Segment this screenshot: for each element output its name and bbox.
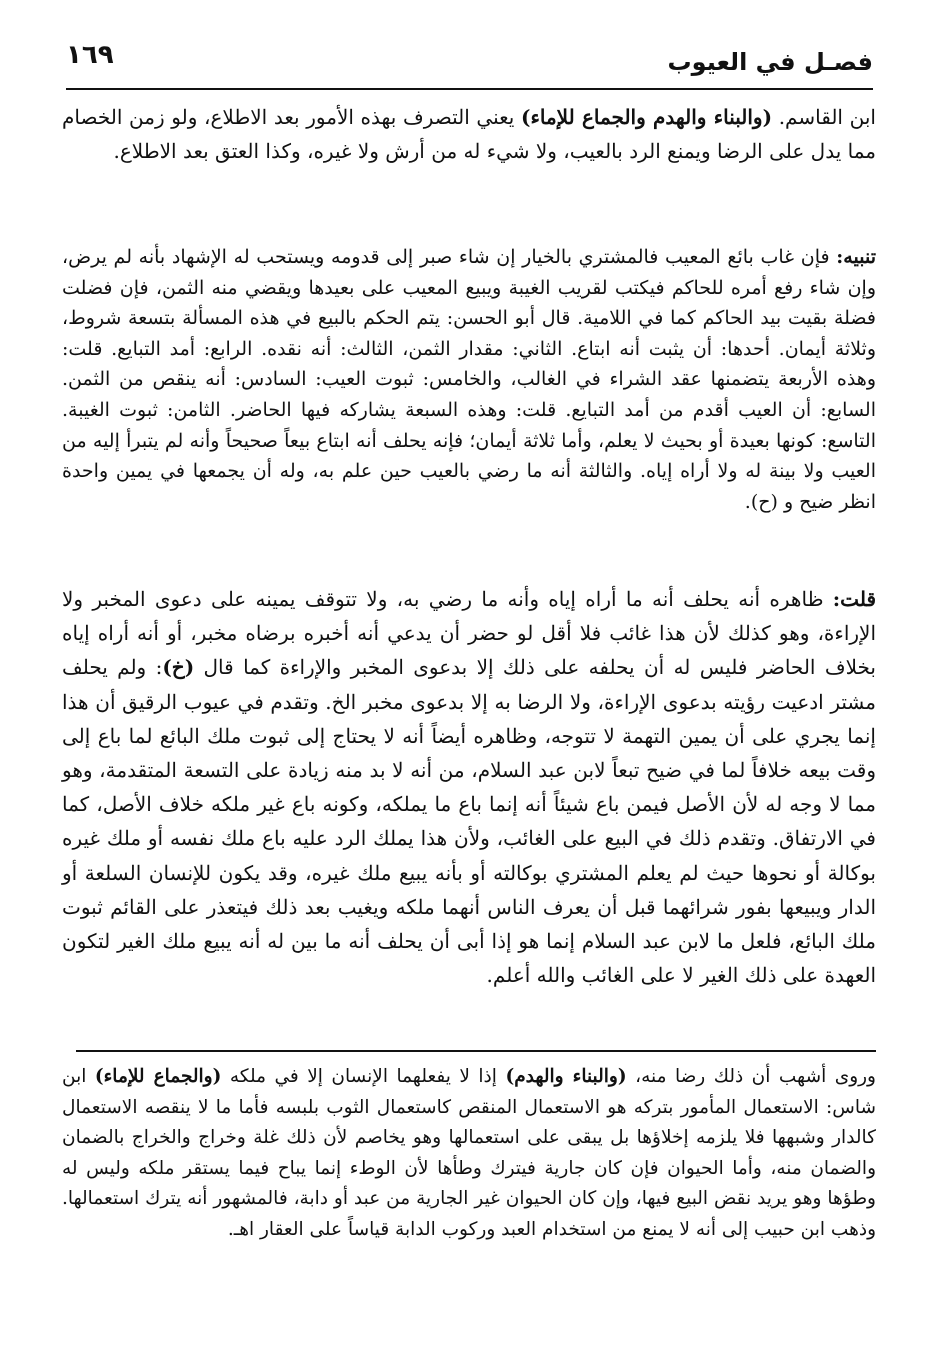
paragraph-tanbih: [62, 242, 876, 517]
matn-quote: (والجماع للإماء): [94, 1066, 222, 1087]
text-run: وروى أشهب أن ذلك رضا منه،: [626, 1066, 876, 1087]
text-run: ابن شاس: الاستعمال المأمور بتركه هو الاستعمال المنقص كاستعمال الثوب بلبسه فأما ما لا ينقصه الاستعمال كالدار وشبهها فلا يلزمه إخلاؤها بل يبقى على استعمالها وهو يخاصم لأن ذلك غلة وخراج والخراج بالضمان والضمان منه، وأما الحيوان فإن كان جارية فيترك وطأها لأن الوطء إنما يباح فيما يستقر ملكه وليس له وطؤها وهو يريد نقض البيع فيها، وإن كان الحيوان غير الجارية من عبد أو دابة، فالمشهور أنه يترك استعمالها. وذهب ابن حبيب إلى أنه لا يمنع من استخدام العبد وركوب الدابة قياساً على العقار اهـ.: [62, 1066, 876, 1240]
paragraph-qultu: [62, 582, 876, 992]
text-run: فإن غاب بائع المعيب فالمشتري بالخيار إن شاء صبر إلى قدومه ويستحب له الإشهاد بأنه لم يرض، وإن شاء رفع أمره للحاكم فيكتب لقريب الغيبة ويبيع المعيب على بعيدها ويقضي منه الثمن، فإن فضلت فضلة بقيت بيد الحاكم كما في اللامية. قال أبو الحسن: يتم الحكم بالبيع في هذه المسألة بتسعة شروط، وثلاثة أيمان. أحدها: أن يثبت أنه ابتاع. الثاني: مقدار الثمن، الثالث: أنه نقده. الرابع: أمد التبايع. قلت: وهذه الأربعة يتضمنها عقد الشراء في الغالب، والخامس: ثبوت العيب: السادس: أنه ينقص من الثمن. السابع: أن العيب أقدم من أمد التبايع. قلت: وهذه السبعة يشاركه فيها الحاضر. الثامن: ثبوت الغيبة. التاسع: كونها بعيدة أو بحيث لا يعلم، وأما ثلاثة أيمان؛ فإنه يحلف أنه ابتاع بيعاً صحيحاً وأنه لم يتبرأ إليه من العيب ولا بينة له ولا أراه إياه. والثالثة أنه ما رضي بالعيب حين علم به، وله أن يجمعها في يمين واحدة انظر ضيح و (ح).: [62, 246, 876, 513]
footnote-section: [62, 1062, 876, 1245]
matn-quote: (والبناء والهدم والجماع للإماء): [521, 105, 773, 129]
qultu-label: قلت:: [832, 587, 876, 611]
text-run: إذا لا يفعلهما الإنسان إلا في ملكه: [221, 1066, 506, 1087]
page-header: [66, 38, 873, 90]
footnote-divider: [76, 1050, 876, 1052]
chapter-title: فصـل في العيوب: [667, 48, 873, 76]
matn-quote: (خ): [162, 655, 195, 680]
text-run: : ولم يحلف مشتر ادعيت رؤيته بدعوى الإراءة، ولا الرضا به إلا بدعوى مخبر الخ. وتقدم في عيوب الرقيق أن هذا إنما يجري على أن يمين التهمة لا تتوجه، وظاهره أيضاً أنه لا يحتاج إلى ثبوت ملك البائع لما باع إلى وقت بيعه خلافاً لما في ضيح تبعاً لابن عبد السلام، من أنه لا بد منه زيادة على التسعة المتقدمة، وهو مما لا وجه له لأن الأصل فيمن باع شيئاً أنه إنما باع ما يملكه، وكونه باع غير ملكه خلاف الأصل، كما في الارتفاق. وتقدم ذلك في البيع على الغائب، ولأن هذا يملك الرد عليه باع ملك نفسه أو ملك غيره بوكالة أو نحوها حيث لم يعلم المشتري بوكالته أو بأنه يبيع ملك غيره، وقد يكون للإنسان السلعة أو الدار ويبيعها بفور شرائهما قبل أن يعرف الناس أنهما ملكه ويغيب بعد ذلك فيتعذر على القائم ثبوت ملك البائع، فلعل ما لابن عبد السلام إنما هو إذا أبى أن يحلف أنه ما بين له أنه يبيع ملك الغير لتكون العهدة على ذلك الغير لا على الغائب والله أعلم.: [62, 655, 877, 988]
text-run: ابن القاسم.: [772, 105, 876, 129]
matn-quote: (والبناء والهدم): [505, 1066, 627, 1087]
tanbih-label: تنبيه:: [836, 246, 876, 268]
paragraph-commentary-1: [62, 100, 876, 168]
page-number: ١٦٩: [66, 40, 114, 70]
text-run: يعني التصرف بهذه الأمور بعد الاطلاع، ولو زمن الخصام مما يدل على الرضا ويمنع الرد بالعيب، ولا شيء له من أرش ولا غيره، وكذا العتق بعد الاطلاع.: [62, 105, 876, 164]
text-run: ظاهره أنه يحلف أنه ما أراه إياه وأنه ما رضي به، ولا تتوقف يمينه على دعوى المخبر ولا الإراءة، وهو كذلك لأن هذا غائب فلا أقل لو حضر أن يدعي أنه أخبره برضاه مخبر، أو أنه أراه إياه بخلاف الحاضر فليس له أن يحلفه على ذلك إلا بدعوى المخبر والإراءة كما قال: [62, 587, 876, 680]
